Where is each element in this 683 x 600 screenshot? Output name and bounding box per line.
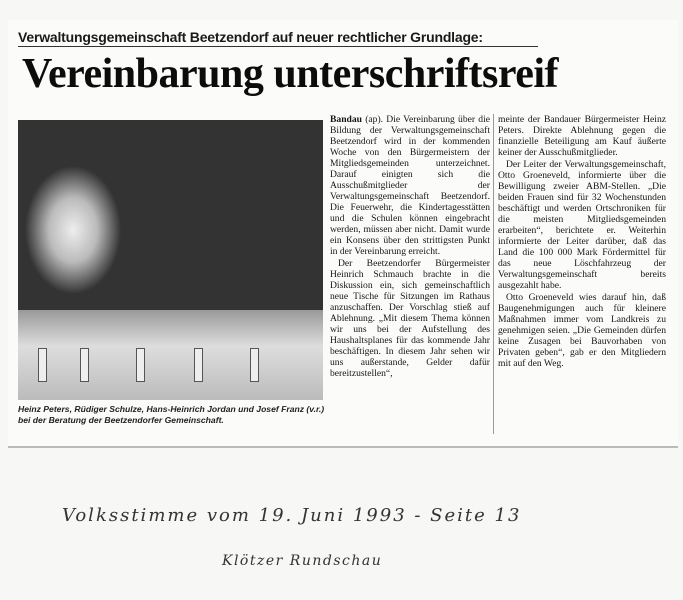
article-paragraph: meinte der Bandauer Bürgermeister Heinz Peters. Direkte Ablehnung gegen die finanzielle Beteiligung am Kauf äußerte keiner der Ausschußmitglieder. [498,114,666,158]
article-paragraph: Otto Groeneveld wies darauf hin, daß Baugenehmigungen auch für kleinere Maßnahmen immer vom Landkreis zu genehmigen seien. „Die Gemeinden dürfen keine Zusagen bei Bauvorhaben von Privaten geben“, gab er den Mitgliedern mit auf den Weg. [498,292,666,369]
dateline: Bandau [330,114,362,125]
article-column-1 [330,114,490,380]
photo-caption: Heinz Peters, Rüdiger Schulze, Hans-Heinrich Jordan und Josef Franz (v.r.) bei der Beratung der Beetzendorfer Gemeinschaft. [18,404,325,425]
clipping-edge [8,446,678,448]
photo-glass [250,348,259,382]
article-column-2 [498,114,666,370]
paragraph-text: (ap). Die Vereinbarung über die Bildung der Verwaltungsgemeinschaft Beetzendorf wird in der kommenden Woche von den Bürgermeistern der Mitgliedsgemeinden unterzeichnet. Darauf einigten sich die Ausschußmitglieder der Verwaltungsgemeinschaft Beetzendorf. Die Feuerwehr, die Kindertagesstätten und die Schulen können eingebracht werden, müssen aber nicht. Damit wurde ein Konsens über den strittigsten Punkt in der Vereinbarung erreicht. [330,114,491,257]
meeting-photo [18,120,323,400]
article-paragraph: Der Leiter der Verwaltungsgemeinschaft, Otto Groeneveld, informierte über die Bewilligung zweier ABM-Stellen. „Die beiden Frauen sind für 32 Wochenstunden beschäftigt und werden Ortschroniken für die meisten Mitgliedsgemeinden erarbeiten“, berichtete er. Weiterhin informierte der Leiter darüber, daß das Land die 100 000 Mark Fördermittel für das neue Löschfahrzeug der Verwaltungsgemeinschaft bereits ausgezahlt habe. [498,159,666,291]
kicker-rule [18,46,538,47]
photo-glass [136,348,145,382]
kicker-headline: Verwaltungsgemeinschaft Beetzendorf auf neuer rechtlicher Grundlage: [18,29,483,45]
photo-glass [80,348,89,382]
column-divider [493,114,494,434]
main-headline: Vereinbarung unterschriftsreif [22,51,559,97]
handwritten-source-note: Volksstimme vom 19. Juni 1993 - Seite 13 [62,505,522,526]
article-paragraph [330,114,490,257]
article-paragraph: Der Beetzendorfer Bürgermeister Heinrich Schmauch brachte in die Diskussion ein, sich gemeinschaftlich neue Tische für Sitzungen im Rathaus anzuschaffen. Der Vorschlag stieß auf Ablehnung. „Mit diesem Thema können wir uns bei der Aufstellung des Haushaltsplanes für das kommende Jahr beschäftigen. In diesem Jahr sehen wir uns außerstande, Gelder dafür bereitzustellen“, [330,258,490,379]
handwritten-section-note: Klötzer Rundschau [222,553,383,569]
photo-table [18,310,323,400]
photo-glass [194,348,203,382]
photo-glass [38,348,47,382]
